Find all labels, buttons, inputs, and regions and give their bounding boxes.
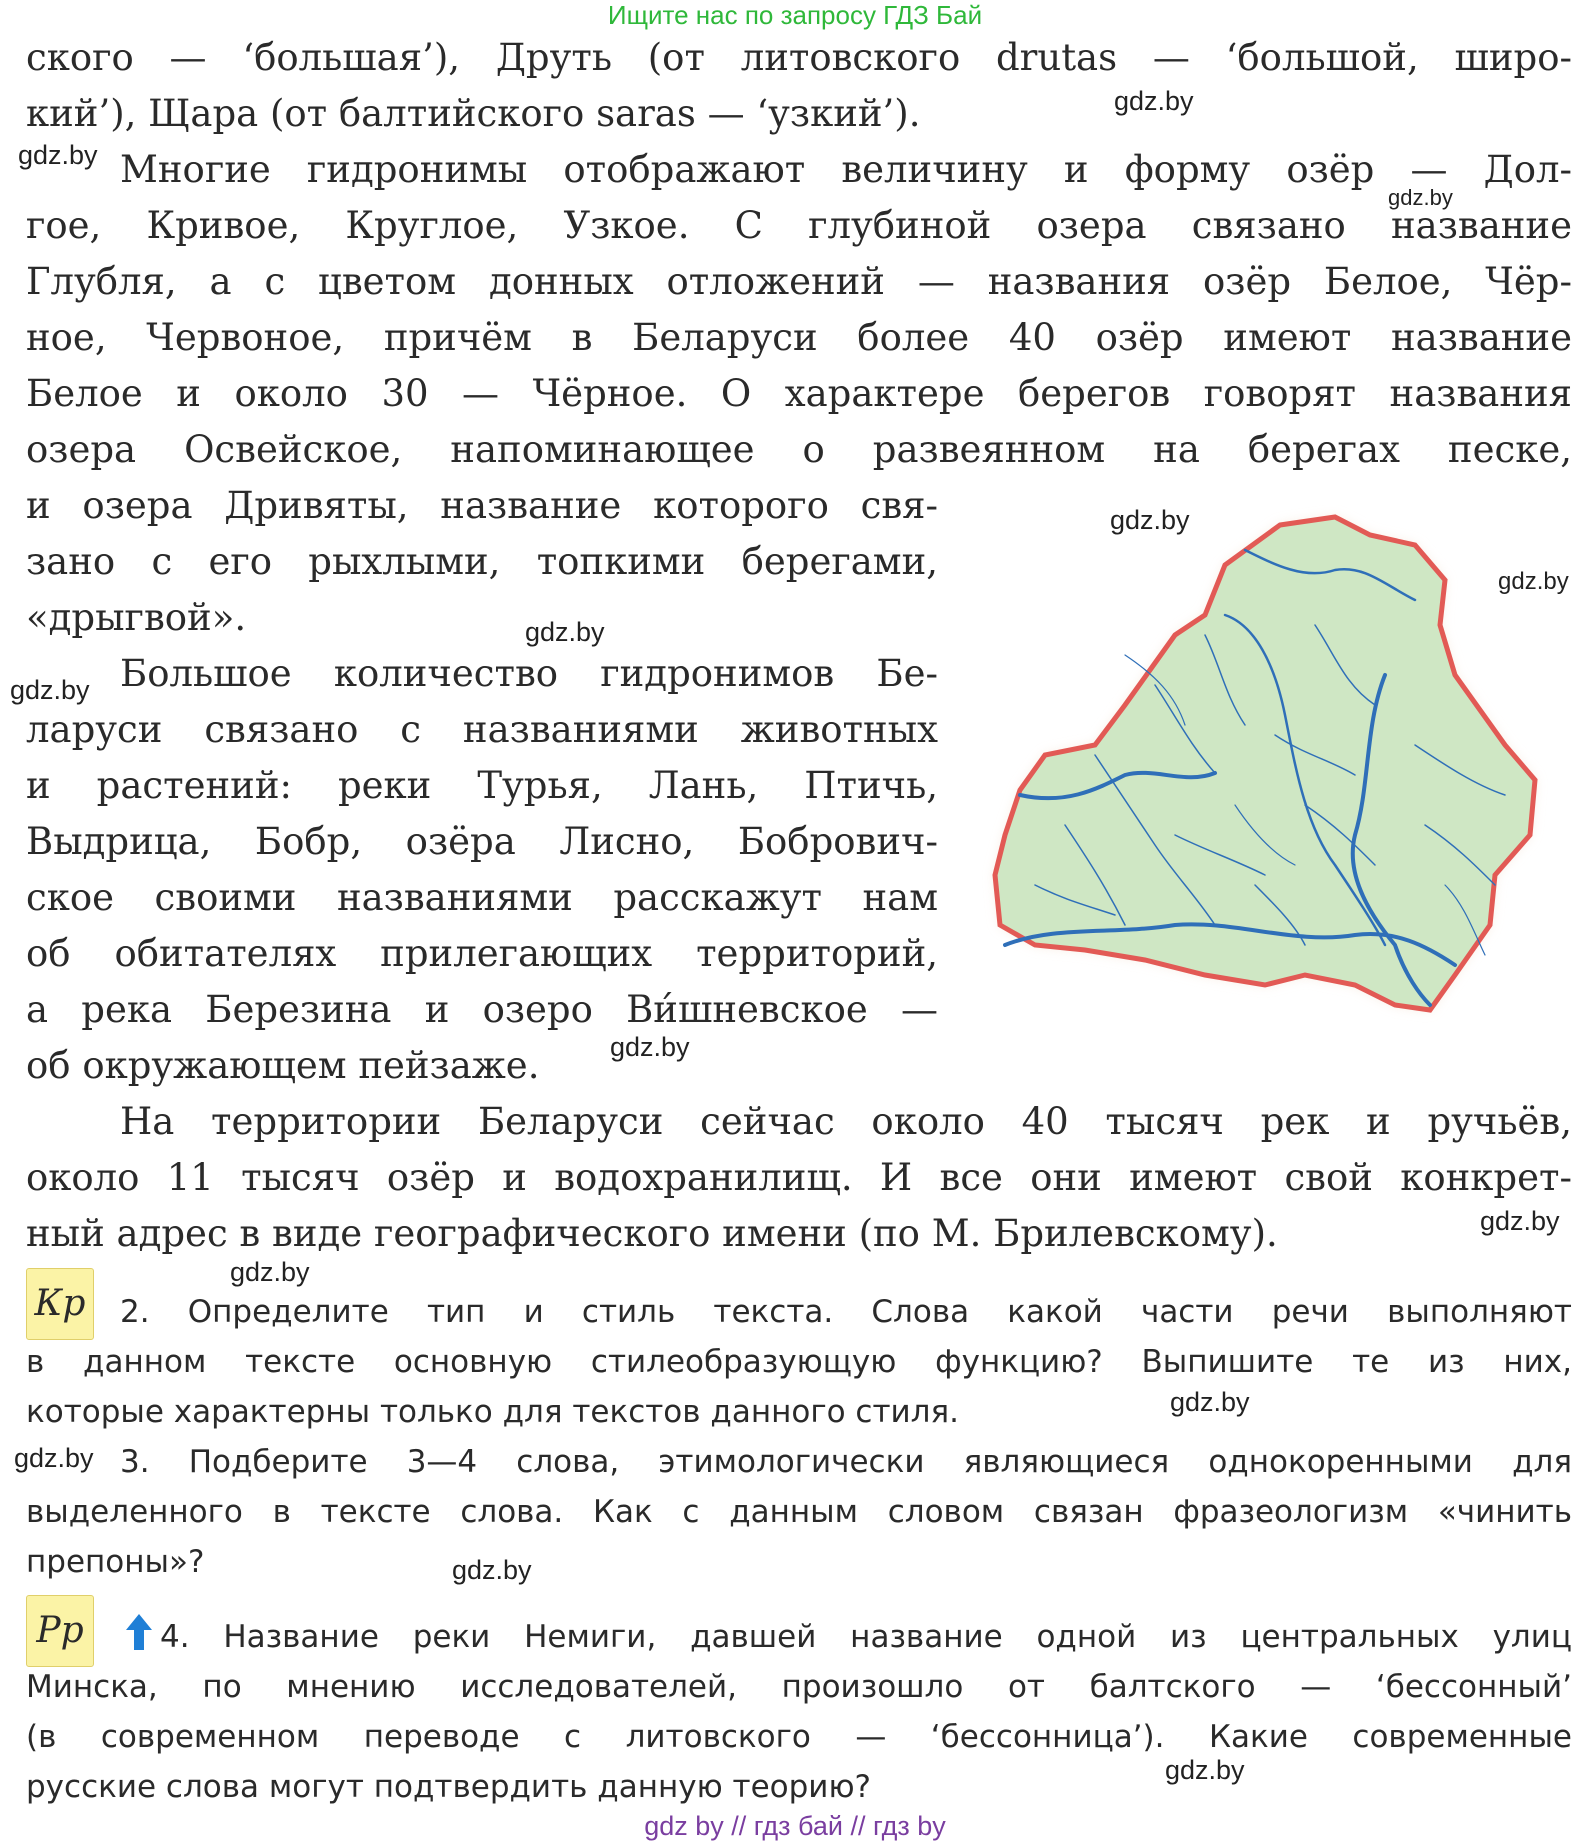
text-line: Многие гидронимы отображают величину и форму озёр — Дол-	[120, 148, 1572, 191]
watermark: gdz.by	[525, 617, 605, 647]
belarus-map	[975, 505, 1575, 1035]
text-line: ный адрес в виде географического имени (по М. Брилевскому).	[26, 1212, 1278, 1255]
text-line: об окружающем пейзаже.	[26, 1044, 540, 1087]
text-line: а река Березина и озеро Ви́шневское —	[26, 988, 938, 1031]
task-3-line: выделенного в тексте слова. Как с данным словом связан фразеологизм «чинить	[26, 1494, 1572, 1530]
watermark: gdz.by	[230, 1257, 310, 1287]
belarus-map-svg	[975, 505, 1575, 1035]
task-2-line: которые характерны только для текстов данного стиля.	[26, 1394, 959, 1430]
task-3-line: 3. Подберите 3—4 слова, этимологически являющиеся однокоренными для	[120, 1444, 1572, 1480]
text-line: Белое и около 30 — Чёрное. О характере берегов говорят названия	[26, 372, 1572, 415]
watermark: gdz.by	[610, 1032, 690, 1062]
task-4-line: русские слова могут подтвердить данную теорию?	[26, 1769, 871, 1805]
watermark: gdz.by	[1498, 568, 1569, 595]
text-line: кий’), Щара (от балтийского saras — ‘узкий’).	[26, 92, 921, 135]
task-4-line: Минска, по мнению исследователей, произошло от балтского — ‘бессонный’	[26, 1669, 1572, 1705]
watermark: gdz.by	[1480, 1206, 1560, 1236]
task-2-line: 2. Определите тип и стиль текста. Слова какой части речи выполняют	[120, 1294, 1572, 1330]
footer-links: gdz by // гдз бай // гдз by	[644, 1811, 946, 1841]
top-banner: Ищите нас по запросу ГДЗ Бай	[607, 0, 983, 30]
task-2-line: в данном тексте основную стилеобразующую функцию? Выпишите те из них,	[26, 1344, 1572, 1380]
text-line: ное, Червоное, причём в Беларуси более 40 озёр имеют название	[26, 316, 1572, 359]
watermark: gdz.by	[1114, 86, 1194, 116]
watermark: gdz.by	[452, 1555, 532, 1585]
text-line: и озера Дривяты, название которого свя-	[26, 484, 938, 527]
text-line: гое, Кривое, Круглое, Узкое. С глубиной озера связано название	[26, 204, 1572, 247]
text-line: На территории Беларуси сейчас около 40 тысяч рек и ручьёв,	[120, 1100, 1572, 1143]
watermark: gdz.by	[18, 140, 98, 170]
task-4-line: 4. Название реки Немиги, давшей название одной из центральных улиц	[160, 1619, 1572, 1655]
text-line: об обитателях прилегающих территорий,	[26, 932, 938, 975]
task-4-line: (в современном переводе с литовского — ‘бессонница’). Какие современные	[26, 1719, 1572, 1755]
text-line: около 11 тысяч озёр и водохранилищ. И все они имеют свой конкрет-	[26, 1156, 1572, 1199]
watermark: gdz.by	[14, 1443, 94, 1473]
watermark: gdz.by	[1170, 1387, 1250, 1417]
text-line: зано с его рыхлыми, топкими берегами,	[26, 540, 938, 583]
text-line: «дрыгвой».	[26, 596, 247, 639]
text-line: ское своими названиями расскажут нам	[26, 876, 938, 919]
task-3-line: препоны»?	[26, 1544, 205, 1580]
watermark: gdz.by	[1388, 185, 1453, 210]
text-line: Глубля, а с цветом донных отложений — названия озёр Белое, Чёр-	[26, 260, 1572, 303]
watermark: gdz.by	[1165, 1755, 1245, 1785]
watermark: gdz.by	[1110, 505, 1190, 535]
badge-kr: Кр	[26, 1268, 94, 1340]
watermark: gdz.by	[10, 675, 90, 705]
text-line: озера Освейское, напоминающее о развеянном на берегах песке,	[26, 428, 1572, 471]
text-line: Большое количество гидронимов Бе-	[120, 652, 938, 695]
text-line: и растений: реки Турья, Лань, Птичь,	[26, 764, 938, 807]
text-line: ского — ‘большая’), Друть (от литовского drutas — ‘большой, широ-	[26, 36, 1572, 79]
text-line: ларуси связано с названиями животных	[26, 708, 938, 751]
text-line: Выдрица, Бобр, озёра Лисно, Бобрович-	[26, 820, 938, 863]
badge-rr: Рр	[26, 1595, 94, 1667]
